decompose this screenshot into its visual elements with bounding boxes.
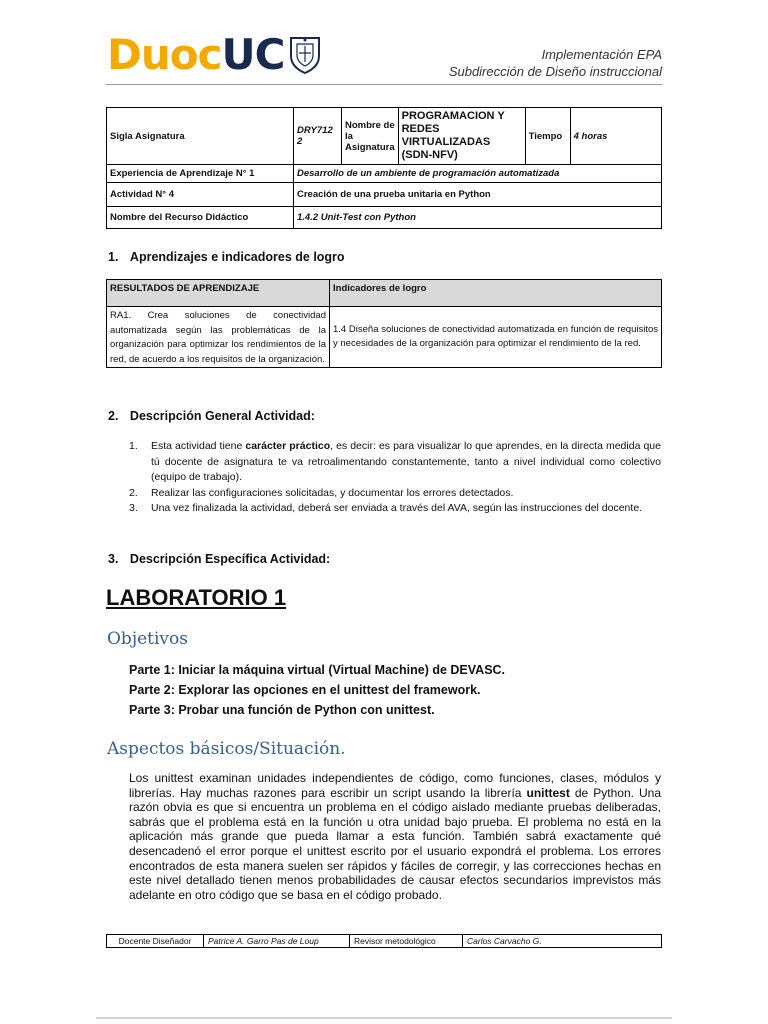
sigla-value: DRY712 2 xyxy=(294,108,342,165)
col-header-resultados: RESULTADOS DE APRENDIZAJE xyxy=(107,280,330,307)
list-item-number: 1. xyxy=(129,440,138,452)
course-info-table xyxy=(106,107,662,229)
section-1-number: 1. xyxy=(108,250,119,264)
parte-1: Parte 1: Iniciar la máquina virtual (Virtual Machine) de DEVASC. xyxy=(129,663,506,677)
recurso-value: 1.4.2 Unit-Test con Python xyxy=(294,207,662,229)
item3-text: Una vez finalizada la actividad, deberá ser enviada a través del AVA, según las instrucciones del docente. xyxy=(151,502,643,514)
list-item xyxy=(129,439,661,486)
section-2-number: 2. xyxy=(108,409,119,423)
header-right-text xyxy=(449,46,662,80)
section-1-title: Aprendizajes e indicadores de logro xyxy=(129,250,345,264)
learning-outcomes-table xyxy=(106,279,662,368)
objetivos-list xyxy=(129,660,505,720)
section-3-number: 3. xyxy=(108,552,119,566)
para-text-pre: Los unittest examinan unidades independientes de código, como funciones, clases, módulos y librerías. Hay muchas razones para escribir un script usando la librería xyxy=(129,771,661,800)
duoc-uc-logo xyxy=(107,30,322,78)
section-1-heading xyxy=(108,250,345,264)
tiempo-value: 4 horas xyxy=(570,108,661,165)
item1-text-bold: carácter práctico xyxy=(245,440,331,452)
logo-text-duoc: Duoc xyxy=(107,29,222,79)
indicador-cell: 1.4 Diseña soluciones de conectividad automatizada en función de requisitos y necesidades de la organización para optimizar el rendimiento de la red. xyxy=(330,307,662,368)
actividad-value: Creación de una prueba unitaria en Python xyxy=(294,183,662,207)
header-line-2: Subdirección de Diseño instruccional xyxy=(448,64,662,79)
revisor-label: Revisor metodológico xyxy=(350,935,463,948)
parte-2: Parte 2: Explorar las opciones en el unittest del framework. xyxy=(129,683,481,697)
docente-label: Docente Diseñador xyxy=(107,935,204,948)
objetivos-heading: Objetivos xyxy=(107,629,188,649)
parte-3: Parte 3: Probar una función de Python con unittest. xyxy=(129,703,435,717)
section-2-heading xyxy=(108,409,315,423)
sigla-label: Sigla Asignatura xyxy=(107,108,294,165)
ra-cell: RA1. Crea soluciones de conectividad automatizada según las problemáticas de la organización para optimizar los rendimientos de la red, de acuerdo a los requisitos de la organización. xyxy=(107,307,330,368)
header-divider xyxy=(106,84,662,85)
section-3-heading xyxy=(108,552,330,566)
section-2-title: Descripción General Actividad: xyxy=(129,409,315,423)
aspectos-paragraph xyxy=(129,771,661,902)
actividad-label: Actividad N° 4 xyxy=(107,183,294,207)
docente-value: Patrice A. Garro Pas de Loup xyxy=(204,935,350,948)
experiencia-label: Experiencia de Aprendizaje N° 1 xyxy=(107,165,294,183)
item1-text-post: , es decir: es para visualizar lo que aprendes, en la directa medida que tú docente de asignatura te va retroalimentando constantemente, tanto a nivel individual como colectivo (equipo de trabajo). xyxy=(151,440,661,483)
nombre-value: PROGRAMACION Y REDES VIRTUALIZADAS (SDN-NFV) xyxy=(398,108,525,165)
crest-icon xyxy=(288,34,322,74)
item2-text: Realizar las configuraciones solicitadas, y documentar los errores detectados. xyxy=(151,486,514,499)
col-header-indicadores: Indicadores de logro xyxy=(330,280,662,307)
list-item xyxy=(129,501,661,517)
nombre-label: Nombre de la Asignatura xyxy=(342,108,399,165)
logo-text-uc: UC xyxy=(221,29,285,79)
list-item-number: 2. xyxy=(129,486,138,499)
footer-divider xyxy=(96,1011,672,1019)
recurso-label: Nombre del Recurso Didáctico xyxy=(107,207,294,229)
section-3-title: Descripción Específica Actividad: xyxy=(129,552,331,566)
tiempo-label: Tiempo xyxy=(525,108,570,165)
item1-text-pre: Esta actividad tiene xyxy=(151,440,246,452)
activity-description-list xyxy=(129,439,661,517)
list-item-number: 3. xyxy=(129,502,138,514)
revisor-value: Carlos Carvacho G. xyxy=(463,935,662,948)
list-item xyxy=(129,486,661,502)
experiencia-value: Desarrollo de un ambiente de programación automatizada xyxy=(294,165,662,183)
header-line-1: Implementación EPA xyxy=(541,47,662,62)
aspectos-heading: Aspectos básicos/Situación. xyxy=(107,739,346,759)
para-text-post: de Python. Una razón obvia es que si encuentra un problema en el código aislado mediante pruebas deliberadas, sabrás que el problema está en la función u otra unidad bajo prueba. El problema no está en la aplicación más grande que pueda llamar a esta función. También sabrá exactamente qué desencadenó el error porque el unittest escrito por el usuario expondrá el problema. Los errores encontrados de esta manera suelen ser rápidos y fáciles de corregir, y las correcciones hechas en este nivel detallado tienen menos probabilidades de causar efectos secundarios imprevistos más adelante en otro código que se basa en el código probado. xyxy=(129,785,661,902)
para-text-bold: unittest xyxy=(526,785,570,800)
footer-table xyxy=(106,934,662,948)
lab-title: LABORATORIO 1 xyxy=(106,585,287,610)
